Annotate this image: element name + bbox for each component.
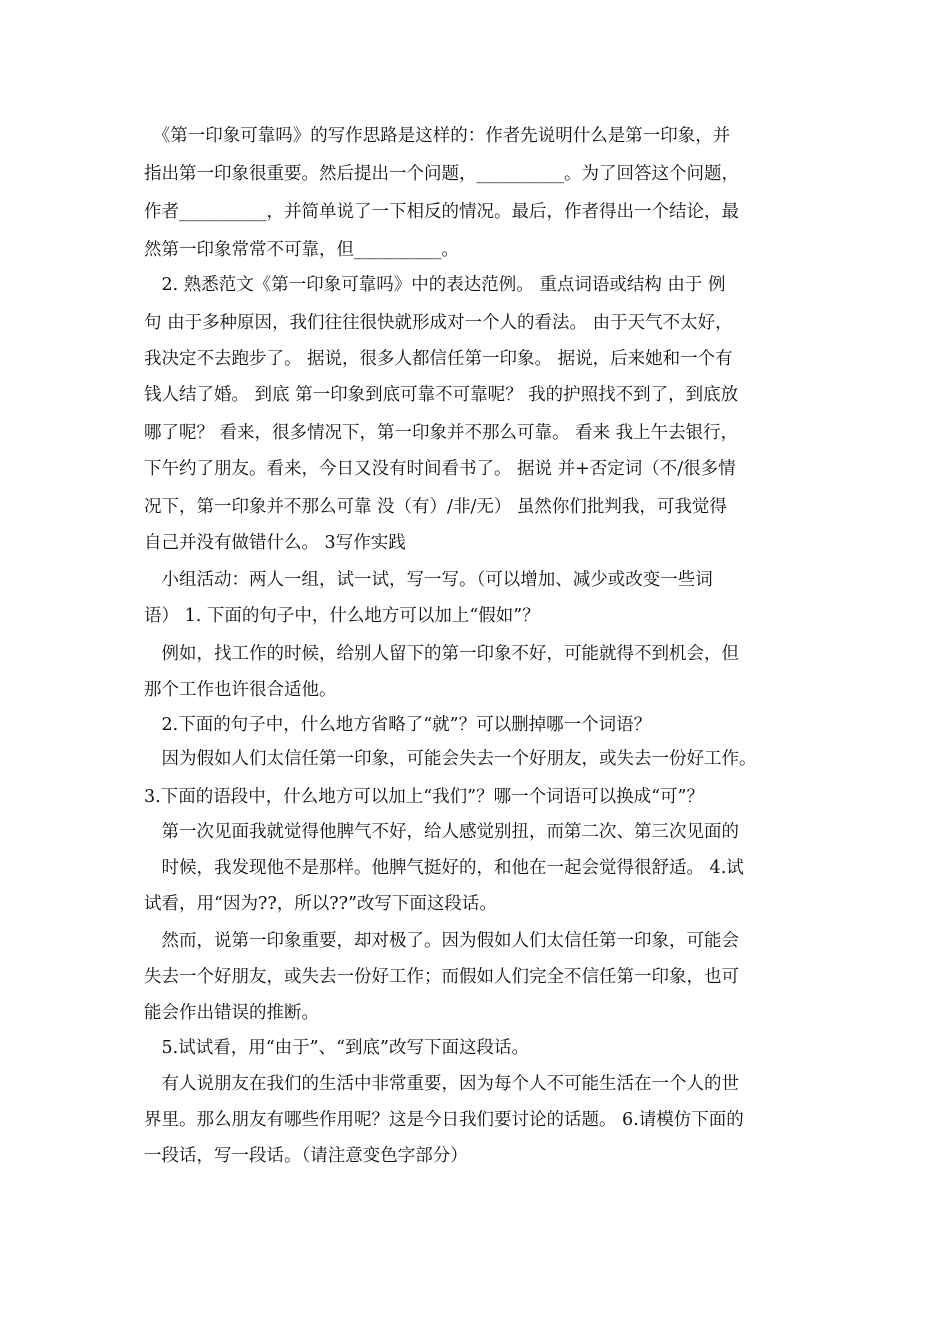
text-line: 作者__________，并简单说了一下相反的情况。最后，作者得出一个结论，最 [144, 202, 739, 222]
text-line: 2. 熟悉范文《第一印象可靠吗》中的表达范例。 重点词语或结构 由于 例 [144, 275, 726, 295]
text-line: 能会作出错误的推断。 [144, 1003, 319, 1023]
text-line: 自己并没有做错什么。 3写作实践 [144, 533, 406, 553]
text-line: 失去一个好朋友，或失去一份好工作；而假如人们完全不信任第一印象，也可 [144, 967, 739, 987]
text-line: 小组活动：两人一组，试一试，写一写。（可以增加、减少或改变一些词 [144, 570, 713, 590]
text-line: 指出第一印象很重要。然后提出一个问题，__________。为了回答这个问题， [144, 164, 739, 184]
text-line: 下午约了朋友。看来，今日又没有时间看书了。 据说 并+否定词（不/很多情 [144, 459, 736, 479]
text-line: 因为假如人们太信任第一印象，可能会失去一个好朋友，或失去一份好工作。 [144, 749, 757, 769]
text-line: 句 由于多种原因，我们往往很快就形成对一个人的看法。 由于天气不太好， [144, 313, 733, 333]
text-line: 那个工作也许很合适他。 [144, 680, 337, 700]
text-line: 界里。那么朋友有哪些作用呢？这是今日我们要讨论的话题。 6.请模仿下面的 [144, 1110, 744, 1130]
text-line: 哪了呢？ 看来，很多情况下，第一印象并不那么可靠。 看来 我上午去银行， [144, 423, 739, 443]
text-line: 例如，找工作的时候，给别人留下的第一印象不好，可能就得不到机会，但 [144, 644, 739, 664]
text-line: 然而，说第一印象重要，却对极了。因为假如人们太信任第一印象，可能会 [144, 931, 739, 951]
text-line: 我决定不去跑步了。 据说，很多人都信任第一印象。 据说，后来她和一个有 [144, 349, 733, 369]
text-line: 有人说朋友在我们的生活中非常重要，因为每个人不可能生活在一个人的世 [144, 1074, 739, 1094]
text-line: 《第一印象可靠吗》的写作思路是这样的：作者先说明什么是第一印象，并 [144, 126, 731, 146]
text-line: 语） 1. 下面的句子中，什么地方可以加上“假如”？ [144, 606, 540, 626]
text-line: 钱人结了婚。 到底 第一印象到底可靠不可靠呢？ 我的护照找不到了，到底放 [144, 385, 739, 405]
text-line: 3.下面的语段中，什么地方可以加上“我们”？哪一个词语可以换成“可”？ [144, 787, 704, 807]
text-line: 然第一印象常常不可靠，但__________。 [144, 240, 459, 260]
text-line: 第一次见面我就觉得他脾气不好，给人感觉别扭，而第二次、第三次见面的 [144, 822, 739, 842]
text-line: 5.试试看，用“由于”、“到底”改写下面这段话。 [144, 1038, 529, 1058]
text-line: 一段话，写一段话。（请注意变色字部分） [144, 1146, 468, 1166]
text-line: 2.下面的句子中，什么地方省略了“就”？可以删掉哪一个词语？ [144, 715, 652, 735]
text-line: 时候，我发现他不是那样。他脾气挺好的，和他在一起会觉得很舒适。 4.试 [144, 858, 744, 878]
text-line: 试看，用“因为??，所以??”改写下面这段话。 [144, 894, 497, 914]
text-line: 况下，第一印象并不那么可靠 没（有）/非/无） 虽然你们批判我，可我觉得 [144, 497, 727, 517]
